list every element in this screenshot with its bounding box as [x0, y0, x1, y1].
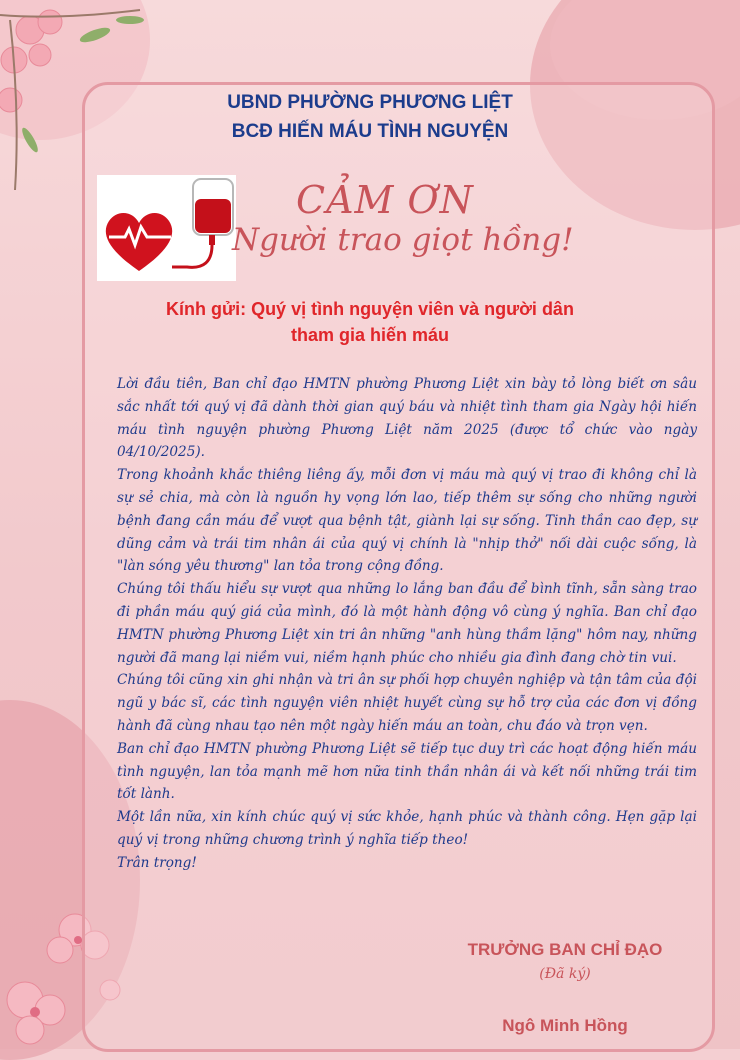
paragraph: Chúng tôi cũng xin ghi nhận và tri ân sự phối hợp chuyên nghiệp và tận tâm của đội ngũ y bác sĩ, các tình nguyện viên nhiệt huyết cùng sự hỗ trợ của các đơn vị đồng hành đã cùng nhau tạo nên một ngày hiến máu an toàn, chu đáo và trọn vẹn. — [117, 672, 697, 734]
heart-icon — [106, 213, 172, 271]
paragraph: Ban chỉ đạo HMTN phường Phương Liệt sẽ tiếp tục duy trì các hoạt động hiến máu tình nguyện, lan tỏa mạnh mẽ hơn nữa tinh thần nhân ái và kết nối những trái tim tốt lành. — [117, 740, 697, 803]
title-main: CẢM ƠN — [296, 178, 474, 222]
closing: Trân trọng! — [117, 854, 197, 871]
blood-bag-icon — [172, 179, 233, 267]
signature-title: TRƯỞNG BAN CHỈ ĐẠO — [467, 940, 663, 959]
paragraph: Trong khoảnh khắc thiêng liêng ấy, mỗi đơn vị máu mà quý vị trao đi không chỉ là sự sẻ chia, mà còn là nguồn hy vọng lớn lao, tiếp thêm sự sống cho những người bệnh đang cần máu để vượt qua bệnh tật, giành lại sự sống. Tinh thần cao đẹp, sự dũng cảm và trái tim nhân ái của quý vị chính là "nhịp thở" nối dài cuộc sống, là "làn sóng yêu thương" lan tỏa trong cộng đồng. — [117, 467, 697, 575]
greeting-line2: tham gia hiến máu — [290, 325, 450, 345]
signature-status: (Đã ký) — [539, 966, 591, 982]
paragraph: Lời đầu tiên, Ban chỉ đạo HMTN phường Phương Liệt xin bày tỏ lòng biết ơn sâu sắc nhất tới quý vị đã dành thời gian quý báu và nhiệt tình tham gia Ngày hội hiến máu tình nguyện phường Phương Liệt năm 2025 (được tổ chức vào ngày 04/10/2025). — [117, 376, 697, 461]
blood-donation-logo — [97, 175, 236, 281]
paragraph: Một lần nữa, xin kính chúc quý vị sức khỏe, hạnh phúc và thành công. Hẹn gặp lại quý vị trong những chương trình ý nghĩa tiếp theo! — [117, 809, 697, 848]
title-sub: Người trao giọt hồng! — [232, 222, 574, 258]
header-line1: UBND PHƯỜNG PHƯƠNG LIỆT — [227, 92, 513, 113]
header-line2: BCĐ HIẾN MÁU TÌNH NGUYỆN — [231, 121, 509, 142]
signature-name: Ngô Minh Hồng — [502, 1016, 628, 1035]
greeting-line1: Kính gửi: Quý vị tình nguyện viên và người dân — [166, 299, 574, 319]
paragraph: Chúng tôi thấu hiểu sự vượt qua những lo lắng ban đầu để bình tĩnh, sẵn sàng trao đi phần máu quý giá của mình, đó là một hành động vô cùng ý nghĩa. Ban chỉ đạo HMTN phường Phương Liệt xin tri ân những "anh hùng thầm lặng" hôm nay, những người đã mang lại niềm vui, niềm hạnh phúc cho nhiều gia đình đang chờ tin vui. — [117, 581, 697, 666]
letter-body — [117, 373, 697, 875]
